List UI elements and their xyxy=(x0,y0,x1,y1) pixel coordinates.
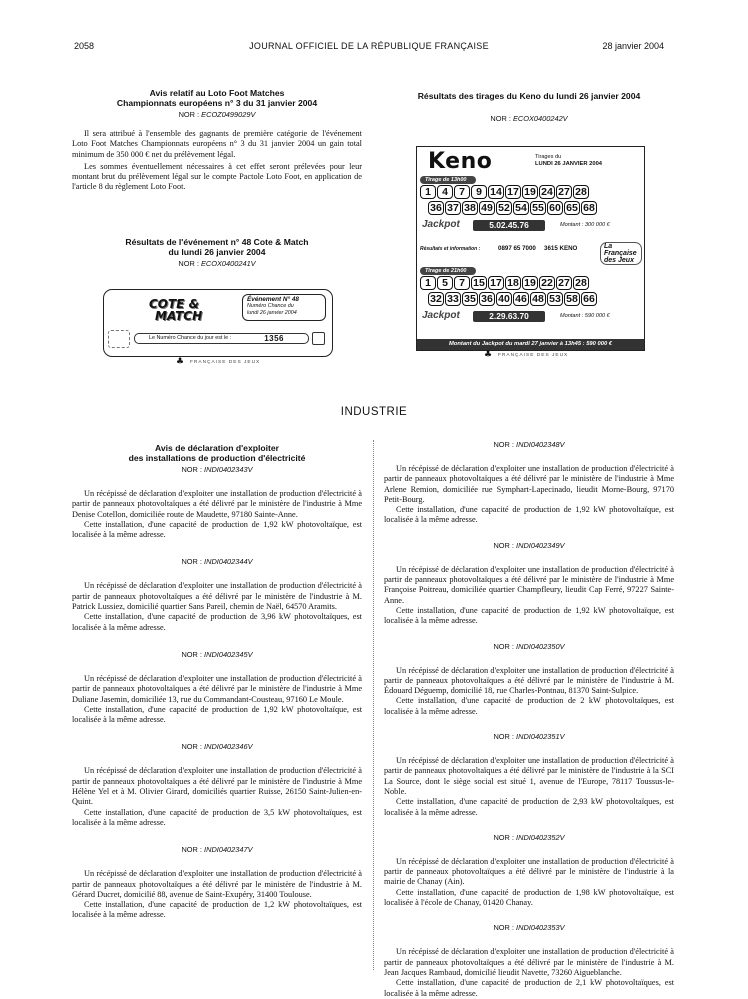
keno-number: 54 xyxy=(513,201,529,215)
keno-number: 19 xyxy=(522,276,538,290)
issue-date: 28 janvier 2004 xyxy=(602,41,664,51)
keno-result-panel xyxy=(416,146,645,351)
notice-para-1: Un récépissé de déclaration d'exploiter une installation de production d'électricité à partir de panneaux photovoltaïques a été délivré par le ministère de l'industrie à Mme Françoise Poitreau, domiciliée quartier Champfleury, lieudit Cap Ferré, 97227 Sainte-Anne. xyxy=(384,564,674,605)
notice-para-1: Un récépissé de déclaration d'exploiter une installation de production d'électricité à partir de panneaux photovoltaïques a été délivré par le ministère de l'industrie à M. Patrick Lussiez, domicilié quartier Sans Pareil, chemin de Naël, 64570 Aramits. xyxy=(72,581,362,612)
notice-nor: NOR : INDI0402352V xyxy=(493,832,565,842)
jackpot-label: Jackpot xyxy=(422,219,460,230)
notice-nor: NOR : INDI0402343V xyxy=(181,465,253,474)
draw2-jackpot xyxy=(420,310,642,324)
notice-nor: NOR : INDI0402344V xyxy=(181,557,253,567)
keno-number: 1 xyxy=(420,185,436,199)
notice xyxy=(384,642,674,717)
keno-number: 33 xyxy=(445,292,461,306)
notice-nor: NOR : INDI0402353V xyxy=(493,923,565,933)
draw1-numbers-row2 xyxy=(428,201,597,215)
keno-number: 27 xyxy=(556,185,572,199)
keno-number: 65 xyxy=(564,201,580,215)
notice xyxy=(72,557,362,632)
draw2-jackpot-code: 2.29.63.70 xyxy=(473,311,545,322)
loto-foot-nor-code: ECOZ0499029V xyxy=(201,110,256,119)
keno-number: 28 xyxy=(573,276,589,290)
draw1-jackpot xyxy=(420,219,642,233)
notice-para-2: Cette installation, d'une capacité de production de 1,92 kW photovoltaïque, est localisée à la même adresse. xyxy=(384,505,674,525)
keno-notice xyxy=(384,91,674,124)
keno-number: 4 xyxy=(437,185,453,199)
keno-number: 38 xyxy=(462,201,478,215)
chance-number-bar xyxy=(134,333,309,344)
keno-number: 28 xyxy=(573,185,589,199)
notice-nor: NOR : INDI0402351V xyxy=(493,732,565,742)
notice-nor-code: INDI0402344V xyxy=(204,557,253,567)
cote-match-logo: COTE & MATCH xyxy=(149,297,203,323)
keno-number: 68 xyxy=(581,201,597,215)
event-box xyxy=(242,294,326,321)
keno-number: 32 xyxy=(428,292,444,306)
fdj-clover-icon: ♣ xyxy=(484,350,493,360)
keno-logo: Keno xyxy=(428,149,493,174)
keno-number: 48 xyxy=(530,292,546,306)
notice-para-2: Cette installation, d'une capacité de production de 1,92 kW photovoltaïque, est localisée à la même adresse. xyxy=(72,704,362,725)
notice-nor-code: INDI0402346V xyxy=(204,742,253,752)
notice-nor: NOR : INDI0402347V xyxy=(181,845,253,855)
keno-number: 60 xyxy=(547,201,563,215)
cote-match-nor-code: ECOX0400241V xyxy=(200,259,256,268)
keno-number: 22 xyxy=(539,276,555,290)
keno-number: 53 xyxy=(547,292,563,306)
industrie-title-2: des installations de production d'électricité xyxy=(128,453,306,463)
cote-match-notice xyxy=(72,237,362,269)
info-label: Résultats et information : xyxy=(420,246,481,252)
keno-number: 24 xyxy=(539,185,555,199)
notice-para-1: Un récépissé de déclaration d'exploiter une installation de production d'électricité à partir de panneaux photovoltaïques a été délivré par le ministère de l'industrie à M. Jean Jacques Rambaud, domicilié lieudit Navette, 73260 Aigueblanche. xyxy=(384,947,674,977)
notice-nor-code: INDI0402351V xyxy=(516,732,565,742)
notice-nor-code: INDI0402349V xyxy=(516,540,565,550)
notice-para-1: Un récépissé de déclaration d'exploiter une installation de production d'électricité à partir de panneaux photovoltaïques a été délivré par le ministère de l'industrie à M. Édouard Déguemp, domicilié 18, rue Charles-Pontnau, 81370 Saint-Sulpice. xyxy=(384,665,674,696)
keno-number: 35 xyxy=(462,292,478,306)
notice xyxy=(72,845,362,920)
industrie-left-column xyxy=(72,443,362,921)
notice-nor-code: INDI0402345V xyxy=(204,649,253,659)
keno-number: 55 xyxy=(530,201,546,215)
notice xyxy=(72,650,362,725)
loto-foot-notice xyxy=(72,88,362,193)
keno-number: 37 xyxy=(445,201,461,215)
draw2-amount: Montant : 590 000 € xyxy=(560,313,610,319)
loto-foot-title-2: Championnats européens n° 3 du 31 janvier 2004 xyxy=(116,98,318,108)
notice xyxy=(384,923,674,998)
chance-code: 1356 xyxy=(264,334,284,343)
keno-number: 52 xyxy=(496,201,512,215)
keno-number: 19 xyxy=(522,185,538,199)
notices-left xyxy=(72,465,362,921)
notice-nor-code: INDI0402353V xyxy=(516,923,565,933)
keno-number: 17 xyxy=(505,185,521,199)
notice xyxy=(384,732,674,818)
event-date: lundi 26 janvier 2004 xyxy=(247,309,297,316)
keno-number: 36 xyxy=(428,201,444,215)
notice-para-2: Cette installation, d'une capacité de production de 3,96 kW photovoltaïques, est localisée à la même adresse. xyxy=(72,612,362,632)
keno-nor: NOR : ECOX0400242V xyxy=(490,114,568,123)
keno-number: 9 xyxy=(471,185,487,199)
event-chance-label: Numéro Chance du xyxy=(247,303,294,310)
industrie-title-1: Avis de déclaration d'exploiter xyxy=(155,443,279,453)
cote-match-nor: NOR : ECOX0400241V xyxy=(178,259,256,268)
info-minitel: 3615 KENO xyxy=(544,245,578,252)
loto-foot-title-1: Avis relatif au Loto Foot Matches xyxy=(149,88,285,98)
notice xyxy=(72,742,362,828)
keno-number: 18 xyxy=(505,276,521,290)
draw2-label: Tirage de 21h00 xyxy=(420,267,476,275)
jackpot-label: Jackpot xyxy=(422,310,460,321)
draw1-numbers-row1 xyxy=(420,185,589,199)
keno-number: 15 xyxy=(471,276,487,290)
industrie-right-column xyxy=(384,440,674,999)
loto-foot-para-2: Les sommes éventuellement nécessaires à cet effet seront prélevées pour leur montant brut du prélèvement légal sur le compte Pactole Loto Foot, en application de l'article 8 du règlement Loto Foot. xyxy=(72,161,362,192)
keno-number: 17 xyxy=(488,276,504,290)
notice-para-2: Cette installation, d'une capacité de production de 1,92 kW photovoltaïque, est localisée à la même adresse. xyxy=(384,605,674,626)
keno-number: 14 xyxy=(488,185,504,199)
notice-para-1: Un récépissé de déclaration d'exploiter une installation de production d'électricité à partir de panneaux photovoltaïques a été délivré par le ministère de l'industrie à Mme Duliane Jasemin, domiciliée 13, rue du Commandant-Cousteau, 97160 Le Moule. xyxy=(72,673,362,704)
notice xyxy=(384,440,674,526)
notice-nor-code: INDI0402348V xyxy=(516,440,565,449)
draw1-amount: Montant : 300 000 € xyxy=(560,222,610,228)
keno-nor-code: ECOX0400242V xyxy=(512,114,568,123)
loto-foot-nor: NOR : ECOZ0499029V xyxy=(178,110,256,119)
notice-para-2: Cette installation, d'une capacité de production de 1,98 kW photovoltaïque, est localisée à l'école de Chanay, 01420 Chanay. xyxy=(384,887,674,908)
notice-para-1: Un récépissé de déclaration d'exploiter une installation de production d'électricité à partir de panneaux photovoltaïques a été délivré par le ministère de l'industrie à Mme Denise Cotellon, domiciliée route de Maudette, 97180 Sainte-Anne. xyxy=(72,489,362,519)
cote-match-result-panel xyxy=(103,289,333,357)
section-title: INDUSTRIE xyxy=(340,406,408,418)
keno-number: 66 xyxy=(581,292,597,306)
notice-nor: NOR : INDI0402349V xyxy=(493,540,565,550)
notice-para-2: Cette installation, d'une capacité de production de 1,92 kW photovoltaïque, est localisée à la même adresse. xyxy=(72,519,362,540)
notice-nor: NOR : INDI0402348V xyxy=(493,440,565,449)
fdj-logo: La Française des Jeux xyxy=(600,242,642,265)
checkbox-square xyxy=(312,332,325,345)
draw1-jackpot-code: 5.02.45.76 xyxy=(473,220,545,231)
keno-number: 5 xyxy=(437,276,453,290)
keno-number: 46 xyxy=(513,292,529,306)
keno-footer: Montant du Jackpot du mardi 27 janvier à 13h45 : 590 000 € xyxy=(417,339,644,350)
notice-nor-code: INDI0402350V xyxy=(516,641,565,651)
notice-para-2: Cette installation, d'une capacité de production de 2 kW photovoltaïques, est localisée à la même adresse. xyxy=(384,696,674,716)
keno-number: 40 xyxy=(496,292,512,306)
cote-match-title-1: Résultats de l'événement n° 48 Cote & Match xyxy=(125,237,309,247)
draw2-numbers-row2 xyxy=(428,292,597,306)
keno-title: Résultats des tirages du Keno du lundi 26 janvier 2004 xyxy=(417,91,641,101)
notice-nor: NOR : INDI0402350V xyxy=(493,641,565,651)
notice-para-1: Un récépissé de déclaration d'exploiter une installation de production d'électricité à partir de panneaux photovoltaïques a été délivré par le ministère de l'industrie à la SCI La Source, dont le siège social est situé 1, avenue de l'Europe, 78117 Toussus-le-Noble. xyxy=(384,756,674,796)
notice-para-1: Un récépissé de déclaration d'exploiter une installation de production d'électricité à partir de panneaux photovoltaïques a été délivré par le ministère de l'industrie à la mairie de Chanay (Ain). xyxy=(384,856,674,887)
notice xyxy=(72,465,362,540)
keno-info-line xyxy=(420,243,642,264)
notice-para-1: Un récépissé de déclaration d'exploiter une installation de production d'électricité à partir de panneaux photovoltaïques a été délivré par le ministère de l'industrie à M. Gérard Ducret, domicilié 88, avenue de Saint-Exupéry, 31400 Toulouse. xyxy=(72,869,362,899)
info-phone: 0897 65 7000 xyxy=(498,245,536,252)
page-header xyxy=(74,41,664,53)
keno-number: 1 xyxy=(420,276,436,290)
page-number: 2058 xyxy=(74,41,95,51)
notice-nor: NOR : INDI0402345V xyxy=(181,649,253,659)
notice-nor-code: INDI0402347V xyxy=(204,845,253,855)
notice-para-1: Un récépissé de déclaration d'exploiter une installation de production d'électricité à partir de panneaux photovoltaïques a été délivré par le ministère de l'industrie à Mme Hélène Yel et à M. Olivier Girard, domiciliés quartier Ruisse, 26150 Saint-Julien-en-Quint. xyxy=(72,766,362,807)
notice xyxy=(384,541,674,627)
keno-number: 7 xyxy=(454,185,470,199)
notice-para-2: Cette installation, d'une capacité de production de 2,1 kW photovoltaïques, est localisée à la même adresse. xyxy=(384,978,674,998)
keno-number: 49 xyxy=(479,201,495,215)
keno-number: 27 xyxy=(556,276,572,290)
notice-para-2: Cette installation, d'une capacité de production de 2,93 kW photovoltaïques, est localisée à la même adresse. xyxy=(384,797,674,817)
notice xyxy=(384,833,674,908)
draw2-numbers-row1 xyxy=(420,276,589,290)
event-number: Événement N° 48 xyxy=(247,296,299,303)
notices-right xyxy=(384,440,674,999)
fdj-clover-icon: ♣ xyxy=(176,357,185,367)
notice-nor-code: INDI0402343V xyxy=(204,465,253,474)
notice-para-1: Un récépissé de déclaration d'exploiter une installation de production d'électricité à partir de panneaux photovoltaïques a été délivré par le ministère de l'industrie à Mme Arlene Remion, domiciliée rue Symphart-Lapecinado, lieudit Morne-Bourg, 97170 Petit-Bourg. xyxy=(384,464,674,504)
keno-number: 58 xyxy=(564,292,580,306)
notice-para-2: Cette installation, d'une capacité de production de 3,5 kW photovoltaïques, est localisée à la même adresse. xyxy=(72,807,362,827)
loto-foot-para-1: Il sera attribué à l'ensemble des gagnants de première catégorie de l'événement Loto Foot Matches Championnats européens n° 3 du 31 janvier 2004 un gain total minimum de 350 000 € net du prélèvement légal. xyxy=(72,129,362,159)
stamp-box xyxy=(108,330,130,348)
chance-bar-label: Le Numéro Chance du jour est le : xyxy=(149,335,232,341)
notice-nor-code: INDI0402352V xyxy=(516,832,565,842)
fdj-caption: FRANÇAISE DES JEUX xyxy=(498,353,569,358)
keno-number: 36 xyxy=(479,292,495,306)
notice-nor: NOR : INDI0402346V xyxy=(181,742,253,752)
fdj-caption: FRANÇAISE DES JEUX xyxy=(190,360,261,365)
column-divider xyxy=(373,440,374,970)
cote-match-title-2: du lundi 26 janvier 2004 xyxy=(168,247,266,257)
journal-title: JOURNAL OFFICIEL DE LA RÉPUBLIQUE FRANÇAISE xyxy=(249,41,489,51)
keno-draw-date: Tirages du LUNDI 26 JANVIER 2004 xyxy=(535,154,603,167)
notice-para-2: Cette installation, d'une capacité de production de 1,2 kW photovoltaïques, est localisée à la même adresse. xyxy=(72,900,362,920)
keno-number: 7 xyxy=(454,276,470,290)
draw1-label: Tirage de 13h00 xyxy=(420,176,476,184)
